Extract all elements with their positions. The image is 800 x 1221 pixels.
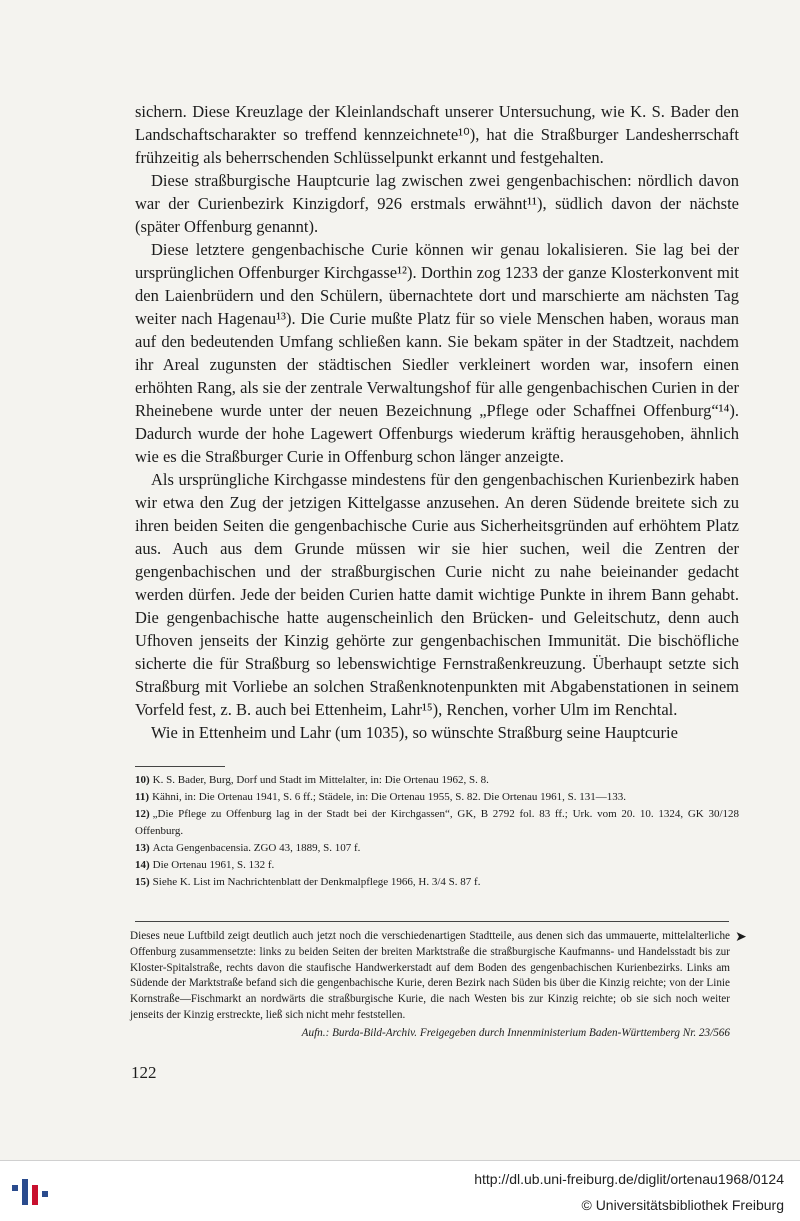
- footnote-text: Acta Gengenbacensia. ZGO 43, 1889, S. 107 f.: [152, 842, 361, 854]
- paragraph-2: Diese straßburgische Hauptcurie lag zwischen zwei gengenbachischen: nördlich davon war der Curienbezirk Kinzigdorf, 926 erstmals erwähnt¹¹), südlich davon der nächste (später Offenburg genannt).: [135, 171, 739, 236]
- footnote-number: 12): [135, 808, 150, 820]
- footnote-13: [135, 840, 739, 857]
- footnote-14: [135, 857, 739, 874]
- footnote-11: [135, 789, 739, 806]
- footnote-text: Siehe K. List im Nachrichtenblatt der Denkmalpflege 1966, H. 3/4 S. 87 f.: [152, 876, 481, 888]
- footnote-12: [135, 806, 739, 840]
- footnote-number: 15): [135, 876, 150, 888]
- image-caption: [130, 929, 730, 1042]
- footnote-text: Kähni, in: Die Ortenau 1941, S. 6 ff.; Städele, in: Die Ortenau 1955, S. 82. Die Ortenau 1961, S. 131—133.: [152, 791, 627, 803]
- footnote-text: K. S. Bader, Burg, Dorf und Stadt im Mittelalter, in: Die Ortenau 1962, S. 8.: [152, 774, 489, 786]
- main-text: [135, 100, 739, 744]
- page-number: 122: [131, 1063, 157, 1082]
- footnote-number: 14): [135, 859, 150, 871]
- arrow-right-icon: ➤: [735, 929, 747, 945]
- footnote-number: 13): [135, 842, 150, 854]
- footnote-15: [135, 874, 739, 891]
- caption-divider: [135, 921, 729, 922]
- footnote-divider: [135, 766, 225, 767]
- caption-credit: Aufn.: Burda-Bild-Archiv. Freigegeben durch Innenministerium Baden-Württemberg Nr. 23/566: [301, 1026, 730, 1039]
- footnotes: [135, 772, 739, 891]
- ub-freiburg-logo-icon: [8, 1169, 52, 1213]
- viewer-footer: [0, 1160, 800, 1221]
- paragraph-4: Als ursprüngliche Kirchgasse mindestens für den gengenbachischen Kurienbezirk haben wir etwa den Zug der jetzigen Kittelgasse anzusehen. An deren Südende breitete sich zu ihren beiden Seiten die gengenbachische Curie aus Sicherheitsgründen auf erhöhtem Platz aus. Auch aus dem Grunde müssen wir sie hier suchen, weil die Zentren der gengenbachischen und der straßburgischen Curie nicht zu nahe beieinander gedacht werden dürfen. Jede der beiden Curien hatte damit wichtige Punkte in ihrem Bann gehabt. Die gengenbachische hatte augenscheinlich den Brücken- und Geleitschutz, denn auch Ufhoven jenseits der Kinzig gehörte zur gengenbachischen Immunität. Die bischöfliche sicherte die für Straßburg so lebenswichtige Fernstraßenkreuzung. Überhaupt setzte sich Straßburg mit Vorliebe an solchen Straßenknotenpunkten mit Abgabenstationen in seinem Vorfeld fest, z. B. auch bei Ettenheim, Lahr¹⁵), Renchen, vorher Ulm im Renchtal.: [135, 470, 739, 719]
- caption-text: Dieses neue Luftbild zeigt deutlich auch jetzt noch die verschiedenartigen Stadtteile, aus denen sich das ummauerte, mittelalterliche Offenburg zusammensetzte: links zu beiden Seiten der breiten Marktstraße die straßburgische Kaufmanns- und Handelsstadt bis zur Kloster-Spitalstraße, rechts davon die staufische Handwerkerstadt auf dem Boden des gengenbachischen Kurienbezirks. Links am Südende der Marktstraße befand sich die gengenbachische Kurie, deren Bezirk nach Süden bis über die Kinzig reichte; von der Linie Kornstraße—Fischmarkt an nordwärts die straßburgische Kurie, die nach Westen bis zur Kinzig reichte; ob sie sich noch weiter jenseits der Kinzig erstreckte, ließ sich nicht mehr feststellen.: [130, 930, 730, 1021]
- footnote-number: 11): [135, 791, 150, 803]
- copyright-notice: © Universitätsbibliothek Freiburg: [581, 1197, 784, 1213]
- footnote-number: 10): [135, 774, 150, 786]
- paragraph-3: Diese letztere gengenbachische Curie können wir genau lokalisieren. Sie lag bei der ursprünglichen Offenburger Kirchgasse¹²). Dorthin zog 1233 der ganze Klosterkonvent mit den Laienbrüdern und den Schülern, übernachtete dort und marschierte am nächsten Tag weiter nach Hagenau¹³). Die Curie mußte Platz für so viele Menschen haben, woraus man auf den bedeutenden Umfang schließen kann. Sie bekam später in der Stadtzeit, nachdem ihr Areal zugunsten der städtischen Siedler verkleinert worden war, insofern einen erhöhten Rang, als sie der zentrale Verwaltungshof für alle gengenbachischen Curien in der Rheinebene wurde unter der neuen Bezeichnung „Pflege oder Schaffnei Offenburg“¹⁴). Dadurch wurde der hohe Lagewert Offenburgs wiederum kräftig herausgehoben, ähnlich wie es die Straßburger Curie in Offenburg schon länger anzeigte.: [135, 240, 739, 466]
- footnote-text: „Die Pflege zu Offenburg lag in der Stadt bei der Kirchgassen“, GK, B 2792 fol. 83 ff.; Urk. vom 20. 10. 1324, GK 30/128 Offenburg.: [135, 808, 739, 837]
- footnote-text: Die Ortenau 1961, S. 132 f.: [152, 859, 275, 871]
- paragraph-5: Wie in Ettenheim und Lahr (um 1035), so wünschte Straßburg seine Hauptcurie: [151, 723, 678, 742]
- paragraph-1: sichern. Diese Kreuzlage der Kleinlandschaft unserer Untersuchung, wie K. S. Bader den Landschaftscharakter so treffend kennzeichnete¹⁰), hat die Straßburger Landesherrschaft frühzeitig als beherrschenden Schlüsselpunkt erkannt und festgehalten.: [135, 102, 739, 167]
- footnote-10: [135, 772, 739, 789]
- permalink-url[interactable]: http://dl.ub.uni-freiburg.de/diglit/ortenau1968/0124: [474, 1171, 784, 1187]
